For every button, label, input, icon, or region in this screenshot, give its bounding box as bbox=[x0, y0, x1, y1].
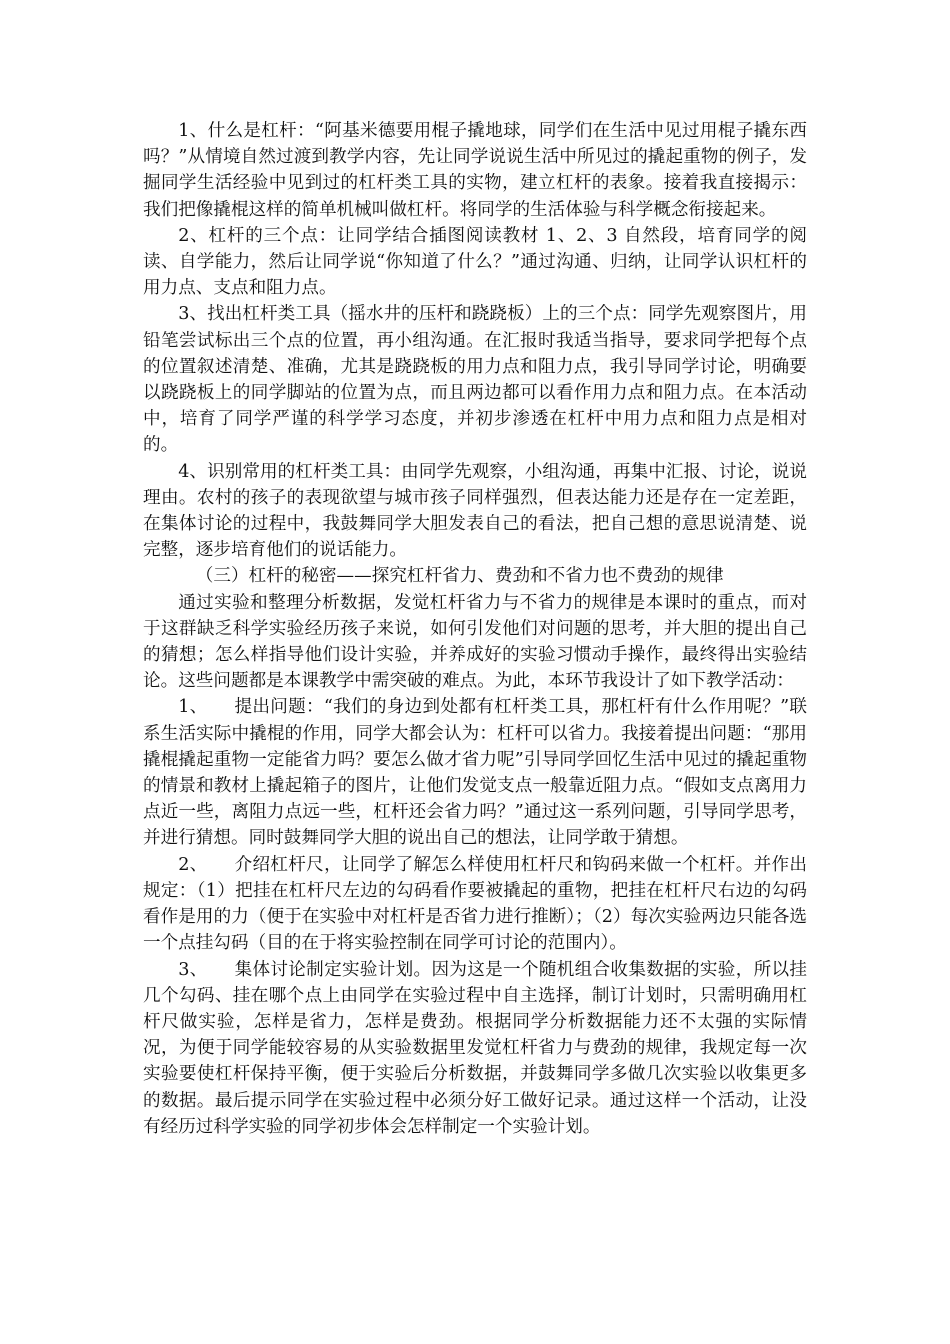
paragraph-section-intro: 通过实验和整理分析数据，发觉杠杆省力与不省力的规律是本课时的重点，而对于这群缺乏科学实验经历孩子来说，如何引发他们对问题的思考，并大胆的提出自己的猜想；怎么样指导他们设计实验，并养成好的实验习惯动手操作，最终得出实验结论。这些问题都是本课教学中需突破的难点。为此，本环节我设计了如下教学活动： bbox=[143, 592, 807, 692]
paragraph-experiment-plan: 3、 集体讨论制定实验计划。因为这是一个随机组合收集数据的实验，所以挂几个勾码、挂在哪个点上由同学在实验过程中自主选择，制订计划时，只需明确用杠杆尺做实验，怎样是省力，怎样是费劲。根据同学分析数据能力还不太强的实际情况，为便于同学能较容易的从实验数据里发觉杠杆省力与费劲的规律，我规定每一次实验要使杠杆保持平衡，便于实验后分析数据，并鼓舞同学多做几次实验以收集更多的数据。最后提示同学在实验过程中必须分好工做好记录。通过这样一个活动，让没有经历过科学实验的同学初步体会怎样制定一个实验计划。 bbox=[143, 959, 807, 1137]
paragraph-lever-ruler: 2、 介绍杠杆尺，让同学了解怎么样使用杠杆尺和钩码来做一个杠杆。并作出规定：（1）把挂在杠杆尺左边的勾码看作要被撬起的重物，把挂在杠杆尺右边的勾码看作是用的力（便于在实验中对杠杆是否省力进行推断）；（2）每次实验两边只能各选一个点挂勾码（目的在于将实验控制在同学可讨论的范围内）。 bbox=[143, 854, 807, 954]
paragraph-find-three-points: 3、找出杠杆类工具（摇水井的压杆和跷跷板）上的三个点：同学先观察图片，用铅笔尝试标出三个点的位置，再小组沟通。在汇报时我适当指导，要求同学把每个点的位置叙述清楚、准确，尤其是跷跷板的用力点和阻力点，我引导同学讨论，明确要以跷跷板上的同学脚站的位置为点，而且两边都可以看作用力点和阻力点。在本活动中，培育了同学严谨的科学学习态度，并初步渗透在杠杆中用力点和阻力点是相对的。 bbox=[143, 304, 807, 456]
document-page bbox=[143, 118, 807, 1140]
paragraph-three-points: 2、杠杆的三个点：让同学结合插图阅读教材 1、2、3 自然段，培育同学的阅读、自学能力，然后让同学说“你知道了什么？”通过沟通、归纳，让同学认识杠杆的用力点、支点和阻力点。 bbox=[143, 225, 807, 299]
paragraph-what-is-lever: 1、什么是杠杆：“阿基米德要用棍子撬地球，同学们在生活中见过用棍子撬东西吗？”从情境自然过渡到教学内容，先让同学说说生活中所见过的撬起重物的例子，发掘同学生活经验中见到过的杠杆类工具的实物，建立杠杆的表象。接着我直接揭示：我们把像撬棍这样的简单机械叫做杠杆。将同学的生活体验与科学概念衔接起来。 bbox=[143, 121, 807, 220]
section-heading-lever-secret: （三）杠杆的秘密——探究杠杆省力、费劲和不省力也不费劲的规律 bbox=[195, 566, 724, 587]
paragraph-identify-tools: 4、识别常用的杠杆类工具：由同学先观察，小组沟通，再集中汇报、讨论，说说理由。农村的孩子的表现欲望与城市孩子同样强烈，但表达能力还是存在一定差距，在集体讨论的过程中，我鼓舞同学大胆发表自己的看法，把自己想的意思说清楚、说完整，逐步培育他们的说话能力。 bbox=[143, 461, 807, 561]
paragraph-raise-question: 1、 提出问题：“我们的身边到处都有杠杆类工具，那杠杆有什么作用呢？”联系生活实际中撬棍的作用，同学大都会认为：杠杆可以省力。我接着提出问题：“那用撬棍撬起重物一定能省力吗？要怎么做才省力呢”引导同学回忆生活中见过的撬起重物的情景和教材上撬起箱子的图片，让他们发觉支点一般靠近阻力点。“假如支点离用力点近一些，离阻力点远一些，杠杆还会省力吗？”通过这一系列问题，引导同学思考，并进行猜想。同时鼓舞同学大胆的说出自己的想法，让同学敢于猜想。 bbox=[143, 697, 807, 849]
